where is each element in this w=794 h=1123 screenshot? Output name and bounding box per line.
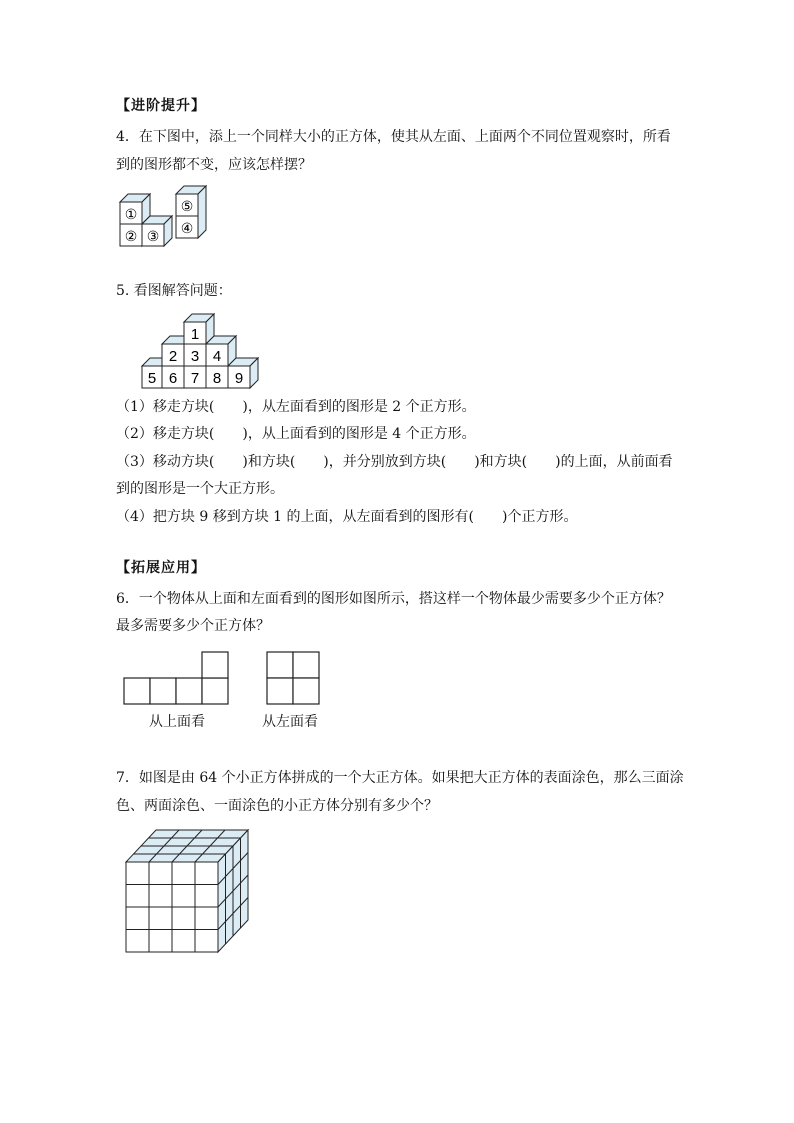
q5-sub4: （4）把方块 9 移到方块 1 的上面，从左面看到的图形有( )个正方形。: [116, 509, 578, 525]
q5-cube-figure: [142, 308, 272, 386]
q7-big-cube: [124, 828, 254, 954]
q4-label-1: ①: [124, 207, 138, 223]
q6-text-line2: 最多需要多少个正方体？: [116, 618, 270, 634]
q5-label-4: 4: [212, 348, 222, 365]
q5-label-2: 2: [168, 348, 178, 365]
q5-label-8: 8: [212, 370, 222, 387]
q4-label-2: ②: [124, 229, 138, 245]
q5-sub3-line2: 到的图形是一个大正方形。: [116, 481, 284, 497]
q5-label-9: 9: [234, 370, 244, 387]
q5-label-5: 5: [147, 370, 157, 387]
q6-caption-left: 从左面看: [262, 714, 318, 730]
q6-text-line1: 6．一个物体从上面和左面看到的图形如图所示，搭这样一个物体最少需要多少个正方体？: [116, 591, 671, 607]
q5-sub2: （2）移走方块( )，从上面看到的图形是 4 个正方形。: [116, 426, 476, 442]
q5-title: 5. 看图解答问题：: [116, 283, 232, 299]
q4-label-3: ③: [146, 229, 160, 245]
section-heading-advanced: 【进阶提升】: [116, 98, 206, 114]
q4-label-4: ④: [180, 221, 194, 237]
section-heading-extend: 【拓展应用】: [116, 560, 206, 576]
q5-sub1: （1）移走方块( )，从左面看到的图形是 2 个正方形。: [116, 399, 476, 415]
q7-text-line2: 色、两面涂色、一面涂色的小正方体分别有多少个？: [116, 798, 438, 814]
q5-label-3: 3: [190, 348, 200, 365]
q4-text-line2: 到的图形都不变，应该怎样摆？: [116, 157, 312, 173]
q4-text-line1: 4．在下图中，添上一个同样大小的正方体，使其从左面、上面两个不同位置观察时，所看: [116, 129, 671, 145]
q7-text-line1: 7．如图是由 64 个小正方体拼成的一个大正方体。如果把大正方体的表面涂色，那么三面涂: [116, 770, 684, 786]
q5-sub3-line1: （3）移动方块( )和方块( )，并分别放到方块( )和方块( )的上面，从前面看: [116, 454, 673, 470]
q4-label-5: ⑤: [180, 199, 194, 215]
q6-caption-top: 从上面看: [149, 714, 205, 730]
q4-cube-figure: [118, 184, 218, 248]
q5-label-6: 6: [168, 370, 178, 387]
q5-label-7: 7: [190, 370, 200, 387]
q5-label-1: 1: [190, 326, 200, 343]
q6-left-view: [267, 652, 323, 706]
q6-top-view: [124, 652, 234, 706]
